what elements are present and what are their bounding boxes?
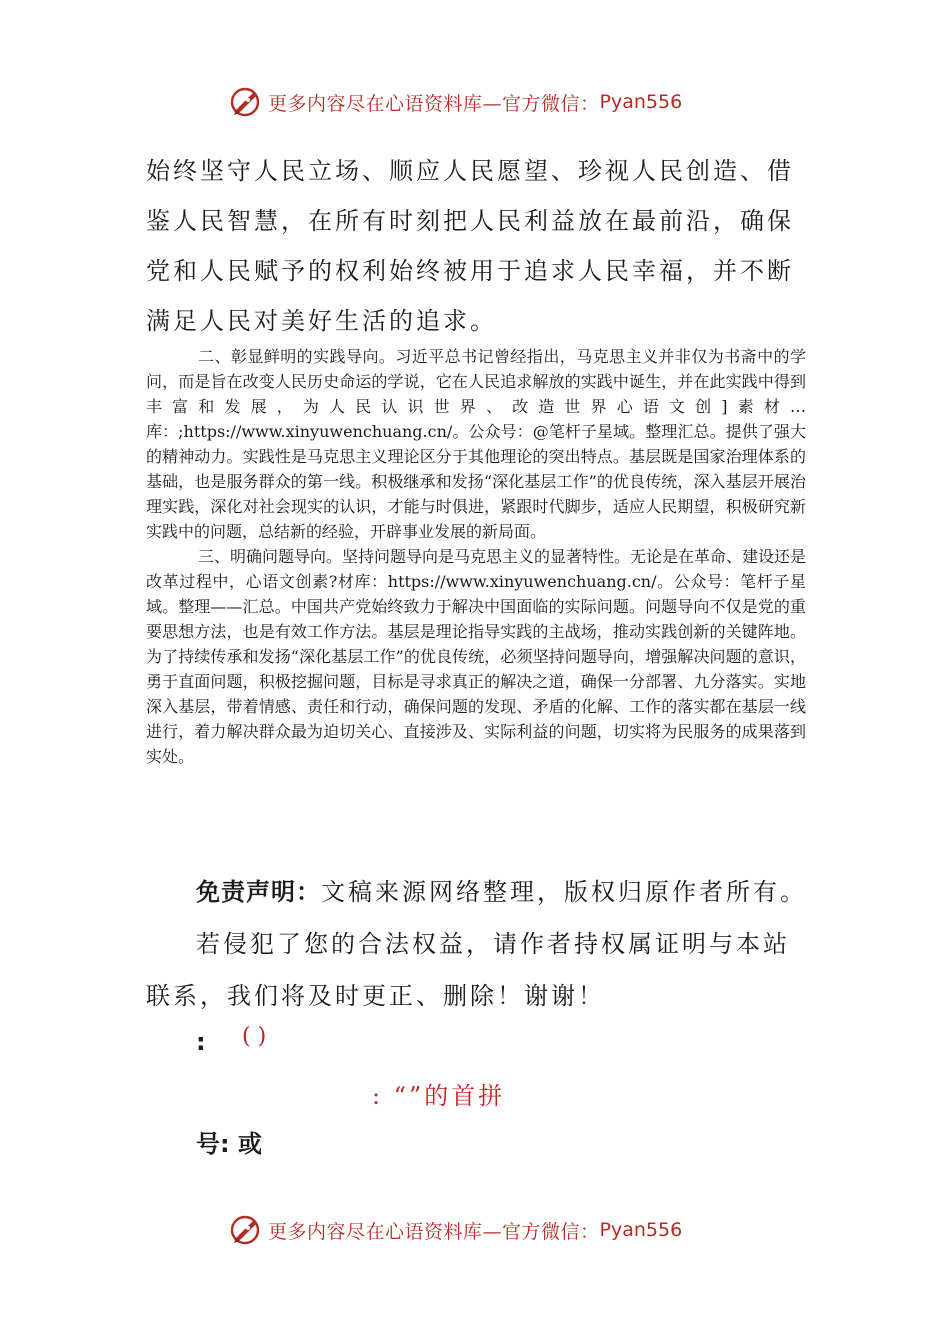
disclaimer [146, 866, 808, 1022]
pen-logo-icon [228, 84, 264, 120]
hao-huo-fragment: 号: 或 [196, 1130, 262, 1158]
colon-fragment: : [196, 1028, 206, 1056]
banner-wechat-id: Pyan556 [599, 1219, 683, 1241]
disclaimer-line1: 文稿来源网络整理，版权归原作者所有。 [321, 878, 807, 906]
pen-logo-icon [228, 1212, 264, 1248]
disclaimer-line2: 若侵犯了您的合法权益，请作者持权属证明与本站联系，我们将及时更正、删除！谢谢！ [146, 930, 790, 1010]
header-banner [228, 82, 748, 122]
banner-text: 更多内容尽在心语资料库—官方微信： [268, 92, 600, 115]
pinyin-note: : “”的首拼 [372, 1082, 506, 1110]
footer-banner [228, 1210, 748, 1250]
banner-text: 更多内容尽在心语资料库—官方微信： [268, 1220, 600, 1243]
banner-wechat-id: Pyan556 [599, 91, 683, 113]
disclaimer-label: 免责声明： [196, 878, 321, 906]
body-sections [146, 344, 806, 769]
section-two-paragraph: 二、彰显鲜明的实践导向。习近平总书记曾经指出，马克思主义并非仅为书斋中的学问，而是旨在改变人民历史命运的学说，它在人民追求解放的实践中诞生，并在此实践中得到丰富和发展，为人民认识世界、改造世界心语文创]素材…库：;https://www.xinyuwenchuang.cn/。公众号：@笔杆子星域。整理汇总。提供了强大的精神动力。实践性是马克思主义理论区分于其他理论的突出特点。基层既是国家治理体系的基础，也是服务群众的第一线。积极继承和发扬“深化基层工作”的优良传统，深入基层开展治理实践，深化对社会现实的认识，才能与时俱进，紧跟时代脚步，适应人民期望，积极研究新实践中的问题，总结新的经验，开辟事业发展的新局面。 [146, 347, 806, 541]
intro-paragraph: 始终坚守人民立场、顺应人民愿望、珍视人民创造、借鉴人民智慧，在所有时刻把人民利益放在最前沿，确保党和人民赋予的权利始终被用于追求人民幸福，并不断满足人民对美好生活的追求。 [146, 157, 794, 335]
parens-fragment: ( ) [242, 1024, 267, 1049]
section-three-paragraph: 三、明确问题导向。坚持问题导向是马克思主义的显著特性。无论是在革命、建设还是改革过程中，心语文创素?材库：https://www.xinyuwenchuang.cn/。公众号：笔杆子星域。整理——汇总。中国共产党始终致力于解决中国面临的实际问题。问题导向不仅是党的重要思想方法，也是有效工作方法。基层是理论指导实践的主战场，推动实践创新的关键阵地。为了持续传承和发扬“深化基层工作”的优良传统，必须坚持问题导向，增强解决问题的意识，勇于直面问题，积极挖掘问题，目标是寻求真正的解决之道，确保一分部署、九分落实。实地深入基层，带着情感、责任和行动，确保问题的发现、矛盾的化解、工作的落实都在基层一线进行，着力解决群众最为迫切关心、直接涉及、实际利益的问题，切实将为民服务的成果落到实处。 [146, 547, 807, 766]
